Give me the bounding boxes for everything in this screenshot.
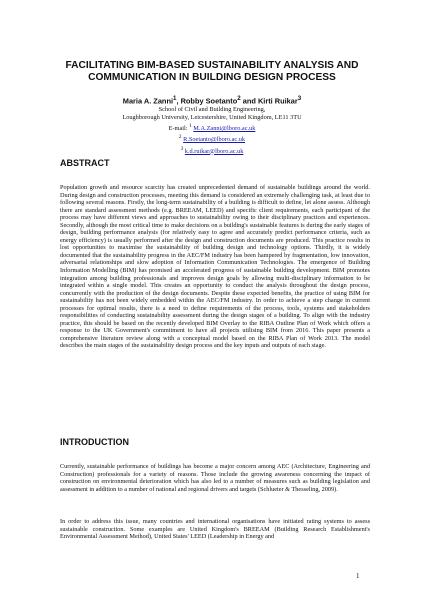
author-list bbox=[40, 94, 384, 105]
author-1-sup: 1 bbox=[173, 95, 177, 102]
email-line-2 bbox=[40, 133, 384, 144]
paper-title bbox=[40, 60, 384, 84]
affiliation-line-1: School of Civil and Building Engineering, bbox=[158, 106, 266, 113]
email-1-sup: 1 bbox=[189, 123, 192, 130]
introduction-heading: INTRODUCTION bbox=[60, 437, 129, 447]
email-link-1[interactable]: M.A.Zanni@lboro.ac.uk bbox=[193, 125, 256, 133]
email-line-3 bbox=[40, 145, 384, 156]
abstract-heading: ABSTRACT bbox=[60, 158, 110, 168]
affiliation-block bbox=[40, 106, 384, 156]
affiliation-line-2: Loughborough University, Leicestershire, United Kingdom, LE11 3TU bbox=[122, 114, 302, 122]
introduction-paragraph-2: In order to address this issue, many countries and international organisations have initiated rating systems to assess sustainable construction. Some examples are United Kingdom's BREEAM (Building Research Establishment's Environmental Assessment Method), United States' LEED (Leadership in Energy and bbox=[60, 518, 370, 541]
email-2-sup: 2 bbox=[178, 134, 182, 141]
email-3-sup: 3 bbox=[180, 145, 184, 152]
page-number: 1 bbox=[356, 572, 360, 580]
title-line-1: FACILITATING BIM-BASED SUSTAINABILITY ANALYSIS AND bbox=[65, 60, 359, 71]
author-2-sup: 2 bbox=[237, 95, 241, 102]
abstract-body: Population growth and resource scarcity has created unprecedented demand of sustainable buildings around the world. During design and construction processes, meeting this demand is considered an extremely challenging task, at least due to following several reasons. Firstly, the long-term sustainability of a building is difficult to define, let alone assess. Although there are standard assessment methods (e.g. BREEAM, LEED) and specific client requirements, each participant of the process may have different views and approaches to sustainability owing to their disciplinary practices and experiences. Secondly, although the most critical time to make decisions on a building's sustainable features is during the early stages of design, building performance analysis (for relatively easy to agree and accurately predict performance criteria, such as energy efficiency) is usually performed after the design and construction documents are produced. This practice results in lost opportunities to maximise the sustainability of building design and technology options. Thirdly, it is widely documented that the sustainability progress in the AEC/FM industry has been hampered by fragmentation, low innovation, adversarial relationships and slow adoption of Information Communication Technologies. The emergence of Building Information Modelling (BIM) has promised an accelerated progress of sustainable building development. BIM promotes integration among building professionals and improves design goals by allowing multi-disciplinary information to be integrated within a single model. This creates an opportunity to conduct the analysis throughout the design process, concurrently with the production of the design documents. Despite these expected benefits, the practice of using BIM for sustainability has not been widely embedded within the AEC/FM industry. In order to achieve a step change in current processes for optimal results, there is a need to define requirements of the process, tools, systems and stakeholders responsibilities of conducting sustainability assessment during the design stages of a building. To align with the industry practice, this should be based on the recently developed BIM Overlay to the RIBA Outline Plan of Work which offers a response to the UK Government's commitment to have all projects utilising BIM from 2016. This paper presents a comprehensive literature review along with a conceptual model based on the RIBA Plan of Work 2013. The model describes the main stages of the sustainability design process and the key inputs and outputs of each stage. bbox=[60, 184, 370, 350]
author-3-sup: 3 bbox=[297, 95, 302, 102]
author-2: Robby Soetanto bbox=[180, 96, 238, 106]
email-link-2[interactable]: R.Soetanto@lboro.ac.uk bbox=[183, 136, 246, 144]
title-line-2: COMMUNICATION IN BUILDING DESIGN PROCESS bbox=[88, 72, 336, 83]
author-1: Maria A. Zanni bbox=[122, 96, 174, 106]
author-separator-2: and bbox=[240, 96, 258, 106]
email-line-1 bbox=[40, 122, 384, 133]
author-separator-1: , bbox=[176, 96, 181, 106]
introduction-paragraph-1: Currently, sustainable performance of buildings has become a major concern among AEC (Architecture, Engineering and Construction) professionals for a variety of reasons. Those include the growing awareness concerning the impact of construction on environmental deterioration which has also led to a number of measures such as building legislation and assessment in addition to a number of national and regional drivers and targets (Schlueter & Thesseling, 2009). bbox=[60, 463, 370, 493]
email-label: E-mail: bbox=[168, 125, 190, 133]
author-3: Kirti Ruikar bbox=[257, 96, 298, 106]
email-link-3[interactable]: k.d.ruikar@lboro.ac.uk bbox=[184, 147, 244, 155]
